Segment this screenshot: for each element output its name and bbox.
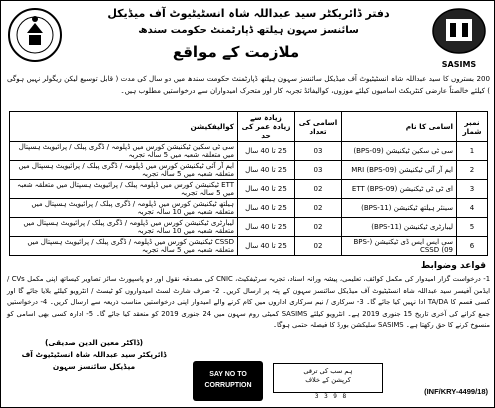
banner-heading: ملازمت کے مواقع <box>172 43 300 61</box>
reference-code: (INF/KRY-4499/18) <box>424 387 488 396</box>
row-no: 3 <box>457 180 488 199</box>
row-age: 25 تا 40 سال <box>238 142 295 161</box>
table-row <box>10 199 488 218</box>
row-post: سینئر ہیلتھ ٹیکنیشن (BPS-11) <box>342 199 457 218</box>
rules-paragraph: 1- درخواست گزار امیدوار کی مکمل کوائف، تعلیمی، پیشہ ورانہ اسناد، تجربہ سرٹیفکیٹ، CNIC کی مصدقہ نقول اور دو پاسپورٹ سائز تصاویر کیساتھ اپنی مکمل CVs / ایڈمن آفیسر سید عبداللہ شاہ انسٹیٹیوٹ آف میڈیکل سائنسز سہون کے پتہ پر ارسال کریں۔ 2- صرف شارٹ لسٹ امیدواروں کو ٹیسٹ / انٹرویو کیلئے بلایا جائے گا اور کسی قسم کا TA/DA ادا نہیں کیا جائے گا۔ 3- سرکاری / نیم سرکاری اداروں میں کام کرنے والے امیدوار اپنی درخواستیں مناسب ذریعہ سے ارسال کریں۔ 4- درخواستیں جمع کرانے کی آخری تاریخ 15 جنوری 2019 ہے۔ انٹرویو کیلئے SASIMS کمیٹی روم سہون میں 24 جنوری 2019 کو منعقد کیا جائے گا۔ 5- ادارہ کسی بھی اسامی کو منسوخ کرنے کا حق رکھتا ہے۔ SASIMS سلیکشن بورڈ کا فیصلہ حتمی ہوگا۔ <box>7 275 491 330</box>
department-title: سائنسز سہون ہیلتھ ڈپارٹمنٹ حکومت سندھ <box>138 25 359 36</box>
signature-block <box>9 337 179 373</box>
slogan-line2: کرپشن کے خلاف <box>305 376 351 384</box>
row-qualification: CSSD ٹیکنیشن کورس میں ڈپلومہ / ڈگری پبلک / پرائیویٹ ہسپتال میں متعلقہ شعبہ میں 5 سالہ تجربہ <box>10 237 238 256</box>
row-post: ای ٹی ٹی ٹیکنیشن (BPS-09) ETT <box>342 180 457 199</box>
row-age: 25 تا 40 سال <box>238 237 295 256</box>
col-header-age: زیادہ سے زیادہ عمر کی حد <box>238 112 295 142</box>
table-row <box>10 161 488 180</box>
badge-line1: SAY NO TO <box>209 371 247 378</box>
col-header-post: اسامی کا نام <box>342 112 457 142</box>
row-no: 1 <box>457 142 488 161</box>
sasims-logo-icon <box>430 7 488 69</box>
row-no: 4 <box>457 199 488 218</box>
slogan-box <box>273 363 383 393</box>
table-header-row <box>10 112 488 142</box>
signatory-name: (ڈاکٹر معین الدین صدیقی) <box>44 338 144 347</box>
row-seats: 02 <box>295 199 342 218</box>
row-seats: 03 <box>295 142 342 161</box>
row-post: ایم آر آئی ٹیکنیشن (BPS-09) MRI <box>342 161 457 180</box>
table-row <box>10 218 488 237</box>
row-seats: 03 <box>295 161 342 180</box>
row-age: 25 تا 40 سال <box>238 199 295 218</box>
row-qualification: لیبارٹری ٹیکنیشن کورس میں ڈپلومہ / ڈگری پبلک / پرائیویٹ ہسپتال میں متعلقہ شعبہ میں 10 سالہ تجربہ <box>10 218 238 237</box>
table-row <box>10 142 488 161</box>
barcode-number: 3 3 9 8 <box>314 393 348 400</box>
signatory-title-line1: ڈائریکٹر سید عبداللہ شاہ انسٹیٹیوٹ آف <box>21 350 167 359</box>
table-row <box>10 237 488 256</box>
row-seats: 02 <box>295 237 342 256</box>
row-no: 5 <box>457 218 488 237</box>
sindh-govt-seal-icon <box>7 7 63 63</box>
rules-heading: قواعد وضوابط <box>420 261 486 271</box>
row-post: سی ایس ایس ڈی ٹیکنیشن (BPS-09) CSSD <box>342 237 457 256</box>
row-seats: 02 <box>295 180 342 199</box>
col-header-seats: اسامی کی تعداد <box>295 112 342 142</box>
table-row <box>10 180 488 199</box>
logo-caption: SASIMS <box>441 60 477 69</box>
slogan-line1: ہم سب کی ترقی <box>303 367 353 375</box>
row-seats: 02 <box>295 218 342 237</box>
office-title: دفتر ڈائریکٹر سید عبداللہ شاہ انسٹیٹیوٹ آف میڈیکل <box>107 7 390 20</box>
badge-line2: CORRUPTION <box>204 382 252 389</box>
row-post: لیبارٹری ٹیکنیشن (BPS-11) <box>342 218 457 237</box>
row-post: سی ٹی سکین ٹیکنیشن (BPS-09) <box>342 142 457 161</box>
row-qualification: سی ٹی سکین ٹیکنیشن کورس میں ڈپلومہ / ڈگری پبلک / پرائیویٹ ہسپتال میں متعلقہ شعبہ میں 5 سالہ تجربہ <box>10 142 238 161</box>
row-qualification: ایم آر آئی ٹیکنیشن کورس میں ڈپلومہ / ڈگری پبلک / پرائیویٹ ہسپتال میں متعلقہ شعبہ میں 5 سالہ تجربہ <box>10 161 238 180</box>
row-age: 25 تا 40 سال <box>238 180 295 199</box>
intro-paragraph: 200 بستروں کا سید عبداللہ شاہ انسٹیٹیوٹ آف میڈیکل سائنسز سہون ہیلتھ ڈپارٹمنٹ حکومت سندھ میں دو سال کی مدت ( قابل توسیع لیکن ریگولر نہیں ہوگی ) کیلئے خالصتاً عارضی کنٹریکٹ اسامیوں کیلئے موزوں، کوالیفائڈ تجربہ کار اور متحرک امیدواران سے درخواستیں مطلوب ہیں۔ <box>7 74 490 95</box>
col-header-no: نمبر شمار <box>457 112 488 142</box>
anti-corruption-badge <box>193 361 263 401</box>
signatory-title-line2: میڈیکل سائنسز سہون <box>52 362 136 371</box>
row-no: 2 <box>457 161 488 180</box>
row-age: 25 تا 40 سال <box>238 218 295 237</box>
row-qualification: ETT ٹیکنیشن کورس میں ڈپلومہ پبلک / پرائیویٹ ہسپتال میں متعلقہ شعبہ میں 5 سالہ تجربہ <box>10 180 238 199</box>
row-qualification: ہیلتھ ٹیکنیشن کورس میں ڈپلومہ / ڈگری پبلک / پرائیویٹ ہسپتال میں متعلقہ شعبہ میں 10 سالہ تجربہ <box>10 199 238 218</box>
vacancies-table <box>9 111 488 256</box>
row-no: 6 <box>457 237 488 256</box>
row-age: 25 تا 40 سال <box>238 161 295 180</box>
col-header-qualification: کوالیفکیشن <box>10 112 238 142</box>
